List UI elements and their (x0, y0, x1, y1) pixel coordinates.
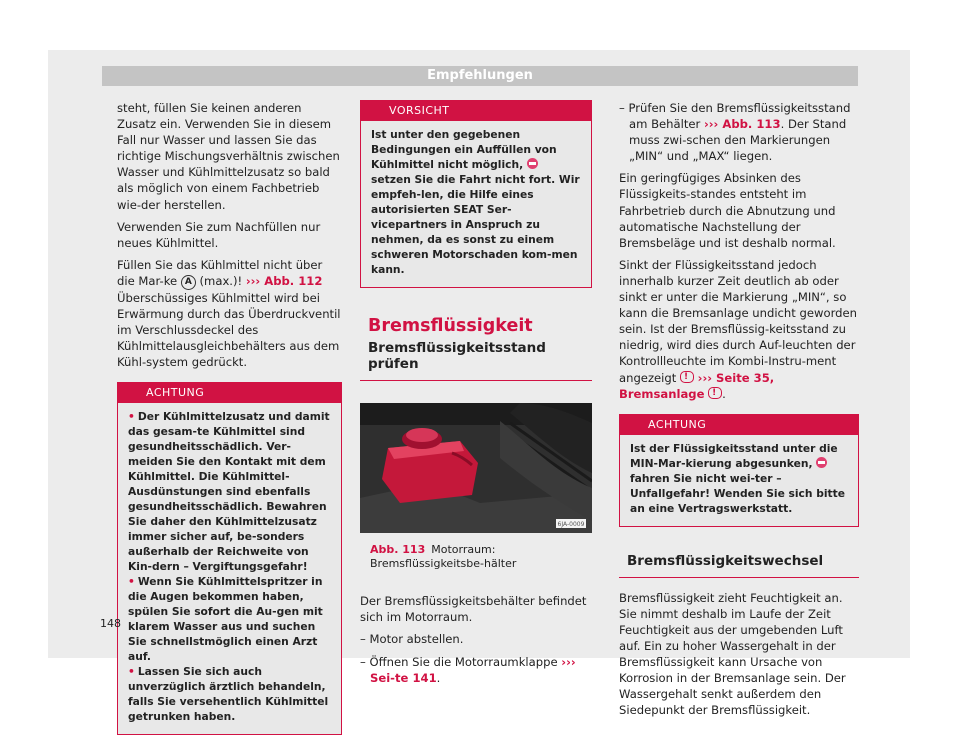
divider (619, 577, 859, 578)
column-1 (117, 100, 342, 735)
figure-caption (370, 543, 592, 571)
paragraph: Verwenden Sie zum Nachfüllen nur neues Kühlmittel. (117, 219, 321, 250)
paragraph (619, 257, 859, 402)
step-text: – Prüfen Sie den Bremsflüssigkeitsstand am Behälter (619, 101, 851, 132)
divider (360, 380, 592, 381)
step-text: . (436, 670, 441, 685)
warning-label: ACHTUNG (146, 386, 205, 400)
column-3 (619, 100, 859, 725)
warning-body (118, 403, 341, 734)
engine-bay-photo (360, 403, 592, 533)
warning-text: Ist der Flüssigkeitsstand unter die MIN-Mar-kierung abgesunken, (630, 441, 838, 470)
step (360, 654, 592, 686)
caution-text: Ist unter den gegebenen Bedingungen ein Auffüllen von Kühlmittel nicht möglich, (371, 128, 557, 171)
warning-text: Wenn Sie Kühlmittelspritzer in die Augen bekommen haben, spülen Sie sofort die Au-gen mit klarem Wasser aus und suchen Sie schnellstmöglich einen Arzt auf. (128, 575, 323, 664)
step (619, 100, 859, 164)
subsection-title: Bremsflüssigkeitswechsel (627, 552, 824, 569)
warning-item: • Lassen Sie sich auch unverzüglich ärztlich behandeln, falls Sie versehentlich Kühlmittel getrunken haben. (128, 665, 329, 724)
paragraph: steht, füllen Sie keinen anderen Zusatz ein. Verwenden Sie in diesem Fall nur Wasser und lassen Sie das richtige Mischungsverhältnis zwischen Wasser und Kühlmittelzusatz so bald als möglich von einem Fachbetrieb wie-der herstellen. (117, 101, 340, 212)
figure-reference-link[interactable]: ››› Abb. 113 (703, 117, 781, 132)
warning-box (619, 414, 859, 527)
warning-item: • Wenn Sie Kühlmittelspritzer in die Augen bekommen haben, spülen Sie sofort die Au-gen mit klarem Wasser aus und suchen Sie schnellstmöglich einen Arzt auf. (128, 575, 323, 664)
stop-icon (527, 158, 538, 169)
warning-label: ACHTUNG (648, 417, 707, 431)
warning-text: fahren Sie nicht wei-ter – Unfallgefahr! Wenden Sie sich bitte an eine Vertragswerkstatt. (630, 471, 846, 515)
marker-a: A (181, 275, 196, 290)
warning-text: Lassen Sie sich auch unverzüglich ärztlich behandeln, falls Sie versehentlich Kühlmittel getrunken haben. (128, 665, 329, 724)
warning-header (118, 383, 341, 403)
step-text: . Der Stand muss zwi-schen den Markierungen „MIN“ und „MAX“ liegen. (629, 117, 847, 164)
paragraph (117, 257, 342, 371)
caution-body (361, 121, 591, 287)
page-header: Empfehlungen (102, 66, 858, 86)
text: Füllen Sie das Kühlmittel nicht über die Mar-ke (117, 257, 323, 288)
subsection-title: Bremsflüssigkeitsstand prüfen (368, 340, 546, 373)
warning-header (620, 415, 858, 435)
brake-warning-icon (680, 371, 694, 383)
step: – Motor abstellen. (360, 632, 464, 647)
caution-text: setzen Sie die Fahrt nicht fort. Wir empfeh-len, die Hilfe eines autorisierten SEAT Ser-vicepartners in Anspruch zu nehmen, da es sonst zu einem schweren Motorschaden kom-men kann. (371, 173, 580, 276)
step-text: – Öffnen Sie die Motorraumklappe (360, 654, 562, 669)
paragraph: Bremsflüssigkeit zieht Feuchtigkeit an. Sie nimmt deshalb im Laufe der Zeit Feuchtigkeit aus der umgebenden Luft auf. Ein zu hoher Wassergehalt in der Bremsflüssigkeit kann Ursache von Korrosion in der Bremsanlage sein. Der Wassergehalt senkt außerdem den Siedepunkt der Bremsflüssigkeit. (619, 590, 846, 718)
column-2 (360, 100, 592, 692)
caution-header (361, 101, 591, 121)
caution-label: VORSICHT (389, 104, 450, 117)
paragraph: Ein geringfügiges Absinken des Flüssigkeits-standes entsteht im Fahrbetrieb durch die Abnutzung und automatische Nachstellung der Bremsbeläge und ist deshalb normal. (619, 171, 836, 250)
page-reference-link[interactable]: ››› Sei-te 141 (370, 654, 576, 685)
text: . (722, 386, 726, 401)
text: Sinkt der Flüssigkeitsstand jedoch innerhalb kurzer Zeit deutlich ab oder sinkt er unter die Markierung „MIN“, so kann die Bremsanlage undicht geworden sein. Ist der Bremsflüssig-keitsstand zu niedrig, wird dies durch Auf-leuchten der Kontrollleuchte im Kombi-Instru-ment angezeigt (619, 257, 857, 385)
brake-warning-icon (708, 387, 722, 399)
text: (max.)! (195, 273, 246, 288)
brake-fluid-reservoir-image (360, 403, 592, 533)
figure-reference-link[interactable]: ››› Abb. 112 (245, 273, 323, 288)
section-title: Bremsflüssigkeit (368, 316, 533, 336)
figure-caption-text: Motorraum: Bremsflüssigkeitsbe-hälter (370, 543, 517, 571)
caution-box (360, 100, 592, 288)
warning-box (117, 382, 342, 735)
image-code: 6JA-0009 (557, 521, 585, 529)
page-number: 148 (100, 617, 121, 630)
warning-body (620, 435, 858, 526)
paragraph: Der Bremsflüssigkeitsbehälter befindet sich im Motorraum. (360, 594, 587, 625)
stop-icon (816, 457, 827, 468)
warning-item: • Der Kühlmittelzusatz und damit das gesam-te Kühlmittel sind gesundheitsschädlich. Ver-meiden Sie den Kontakt mit dem Kühlmittel. Die Kühlmittel-Ausdünstungen sind ebenfalls gesundheitsschädlich. Bewahren Sie daher den Kühlmittelzusatz immer sicher auf, be-sonders außerhalb der Reichweite von Kin-dern – Vergiftungsgefahr! (128, 410, 330, 574)
page-reference-link[interactable]: ››› Seite 35, Bremsanlage (619, 370, 775, 401)
text: Überschüssiges Kühlmittel wird bei Erwärmung durch das Überdruckventil im Verschlussdeckel des Kühlmittelausgleichbehälters aus dem Kühl-system gedrückt. (117, 290, 341, 370)
warning-text: Der Kühlmittelzusatz und damit das gesam-te Kühlmittel sind gesundheitsschädlich. Ver-meiden Sie den Kontakt mit dem Kühlmittel. Die Kühlmittel-Ausdünstungen sind ebenfalls gesundheitsschädlich. Bewahren Sie daher den Kühlmittelzusatz immer sicher auf, be-sonders außerhalb der Reichweite von Kin-dern – Vergiftungsgefahr! (128, 410, 330, 574)
figure-tag: Abb. 113 (370, 543, 426, 557)
